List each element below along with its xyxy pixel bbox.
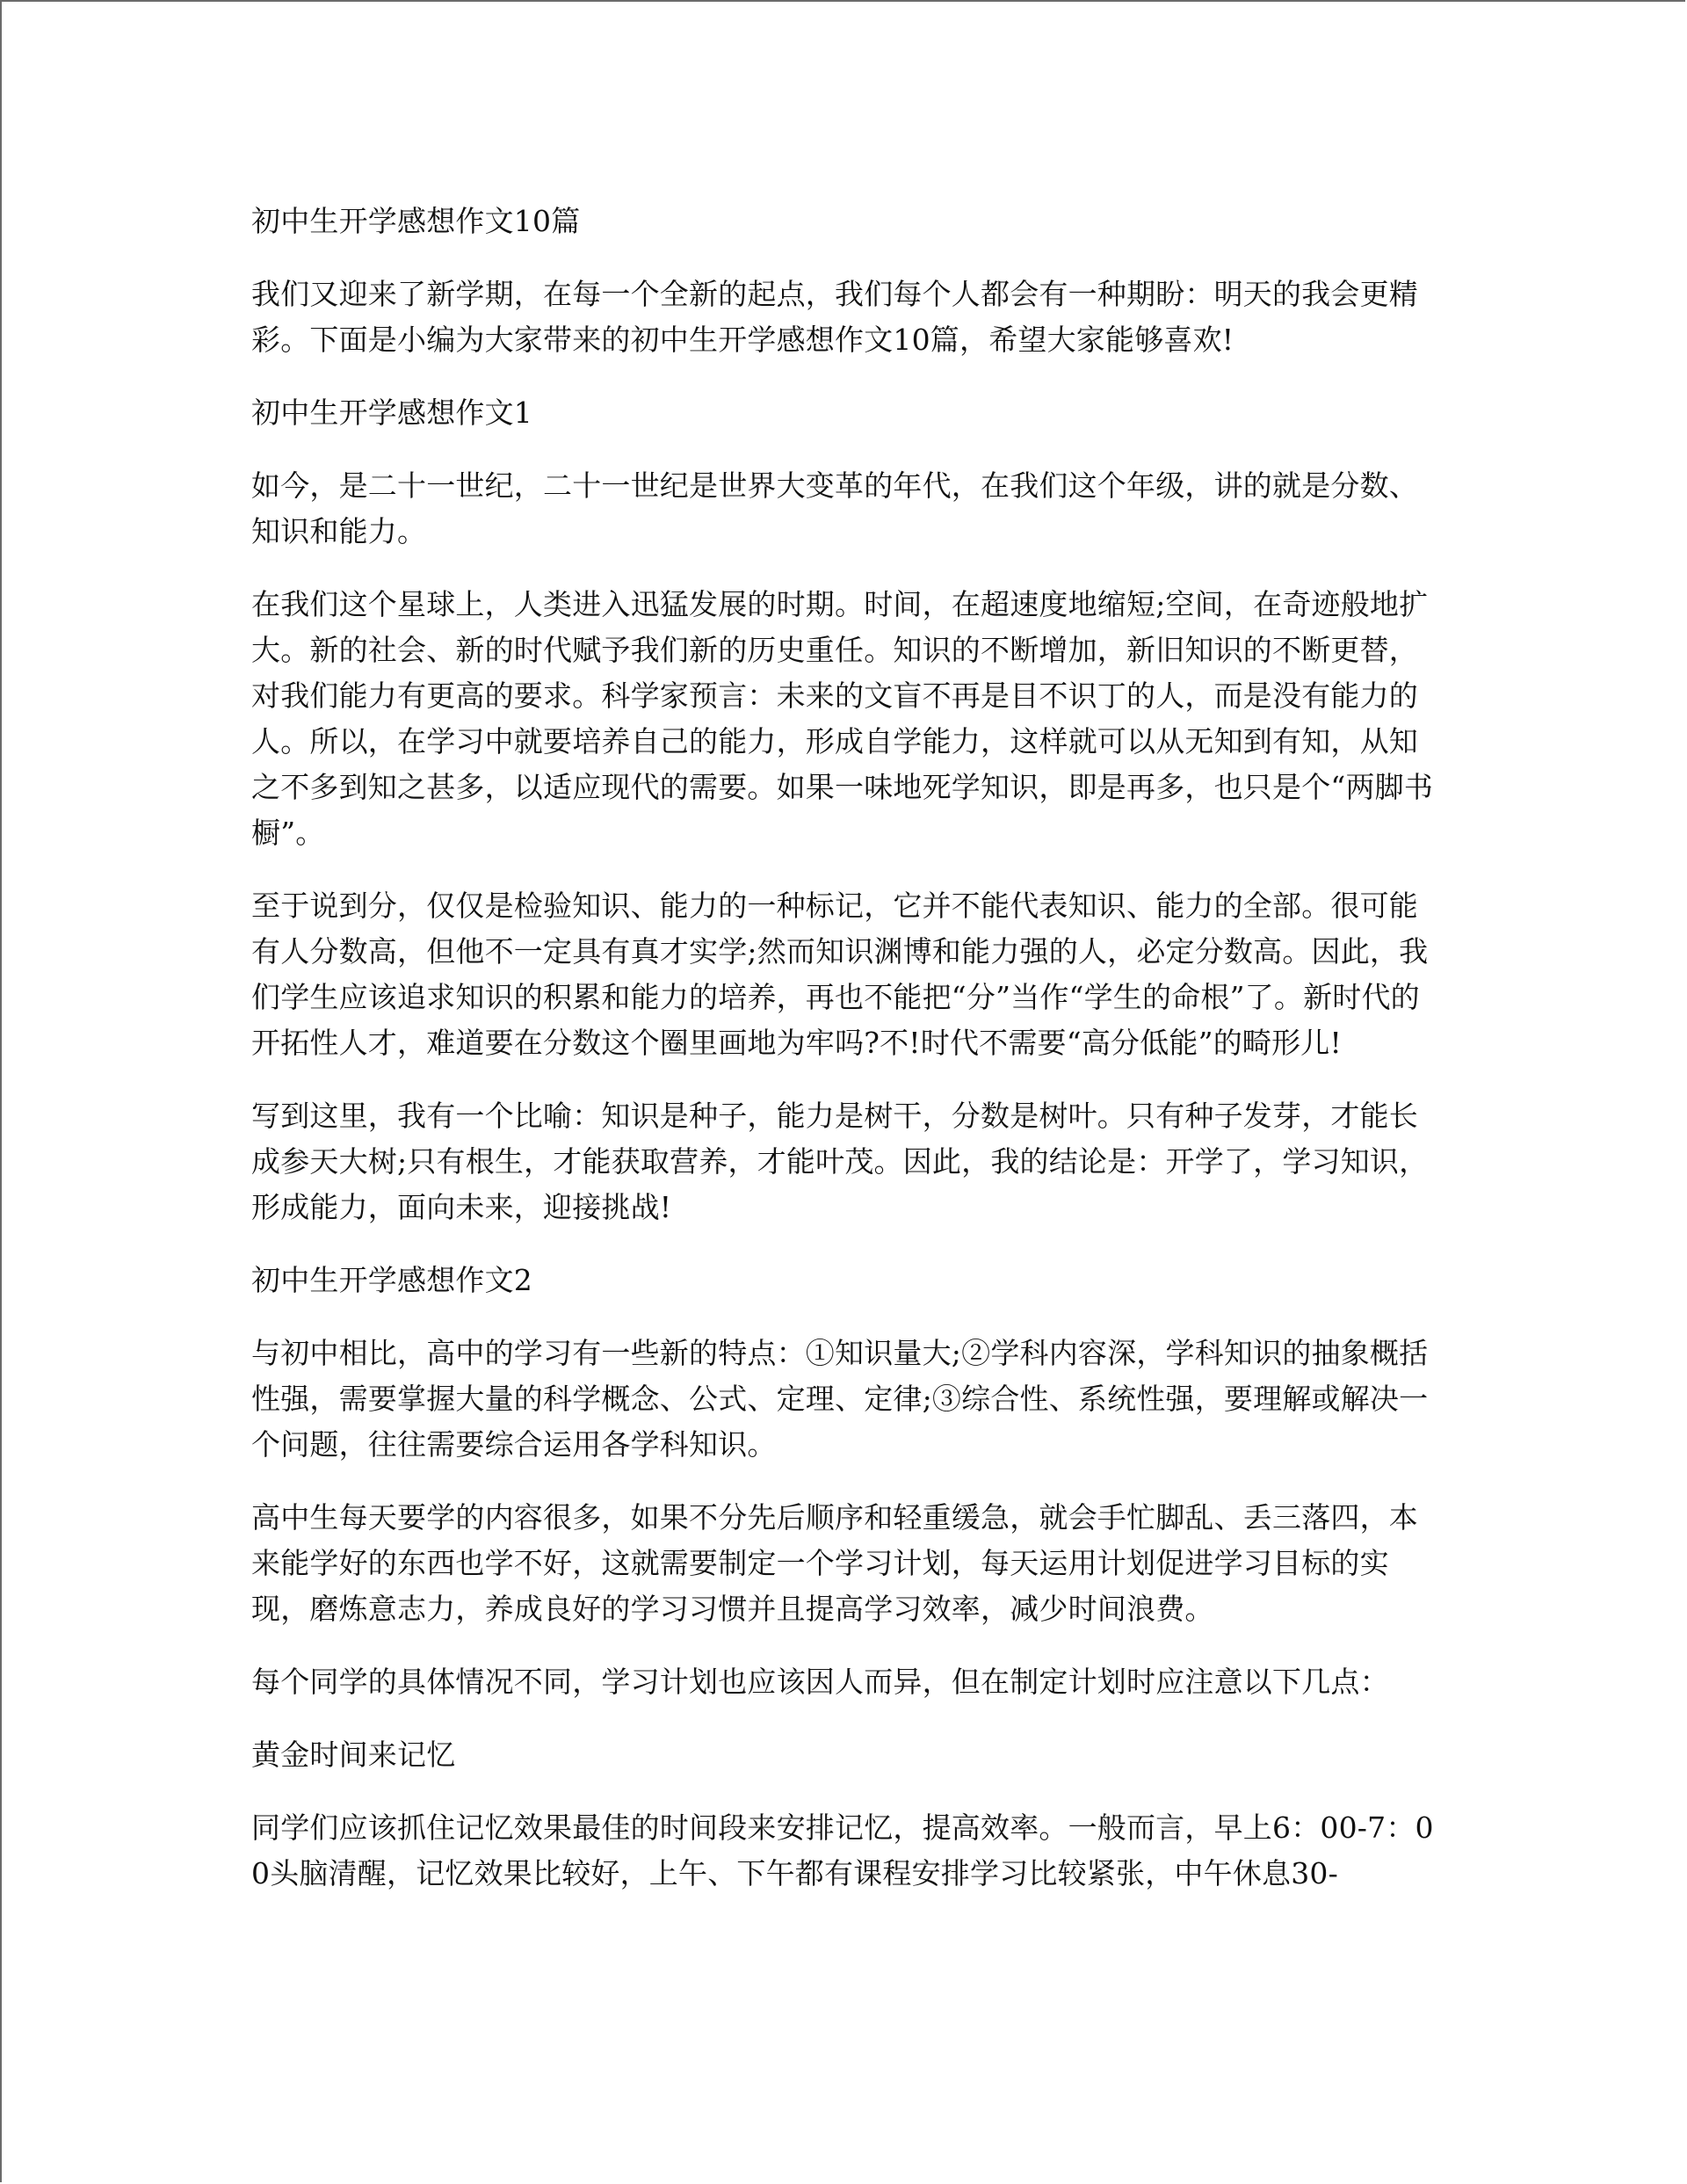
section-subheading: 黄金时间来记忆 (251, 1738, 456, 1772)
essay-heading: 初中生开学感想作文2 (251, 1263, 532, 1297)
document-title: 初中生开学感想作文10篇 (251, 204, 581, 238)
body-paragraph: 至于说到分，仅仅是检验知识、能力的一种标记，它并不能代表知识、能力的全部。很可能有人分数高，但他不一定具有真才实学;然而知识渊博和能力强的人，必定分数高。因此，我们学生应该追求知识的积累和能力的培养，再也不能把“分”当作“学生的命根”了。新时代的开拓性人才，难道要在分数这个圈里画地为牢吗?不!时代不需要“高分低能”的畸形儿! (251, 889, 1429, 1060)
document-body (251, 199, 1443, 1924)
body-paragraph: 如今，是二十一世纪，二十一世纪是世界大变革的年代，在我们这个年级，讲的就是分数、知识和能力。 (251, 468, 1418, 548)
body-paragraph: 同学们应该抓住记忆效果最佳的时间段来安排记忆，提高效率。一般而言，早上6：00-7：00头脑清醒，记忆效果比较好，上午、下午都有课程安排学习比较紧张，中午休息30- (251, 1810, 1434, 1890)
essay-heading: 初中生开学感想作文1 (251, 395, 532, 430)
intro-paragraph: 我们又迎来了新学期，在每一个全新的起点，我们每个人都会有一种期盼：明天的我会更精彩。下面是小编为大家带来的初中生开学感想作文10篇，希望大家能够喜欢! (251, 277, 1418, 357)
body-paragraph: 高中生每天要学的内容很多，如果不分先后顺序和轻重缓急，就会手忙脚乱、丢三落四，本来能学好的东西也学不好，这就需要制定一个学习计划，每天运用计划促进学习目标的实现，磨炼意志力，养成良好的学习习惯并且提高学习效率，减少时间浪费。 (251, 1500, 1418, 1626)
body-paragraph: 每个同学的具体情况不同，学习计划也应该因人而异，但在制定计划时应注意以下几点： (251, 1665, 1389, 1699)
body-paragraph: 在我们这个星球上，人类进入迅猛发展的时期。时间，在超速度地缩短;空间，在奇迹般地扩大。新的社会、新的时代赋予我们新的历史重任。知识的不断增加，新旧知识的不断更替，对我们能力有更高的要求。科学家预言：未来的文盲不再是目不识丁的人，而是没有能力的人。所以，在学习中就要培养自己的能力，形成自学能力，这样就可以从无知到有知，从知之不多到知之甚多，以适应现代的需要。如果一味地死学知识，即是再多，也只是个“两脚书橱”。 (251, 587, 1434, 850)
body-paragraph: 写到这里，我有一个比喻：知识是种子，能力是树干，分数是树叶。只有种子发芽，才能长成参天大树;只有根生，才能获取营养，才能叶茂。因此，我的结论是：开学了，学习知识，形成能力，面向未来，迎接挑战! (251, 1099, 1429, 1224)
body-paragraph: 与初中相比，高中的学习有一些新的特点：①知识量大;②学科内容深，学科知识的抽象概括性强，需要掌握大量的科学概念、公式、定理、定律;③综合性、系统性强，要理解或解决一个问题，往往需要综合运用各学科知识。 (251, 1336, 1429, 1462)
